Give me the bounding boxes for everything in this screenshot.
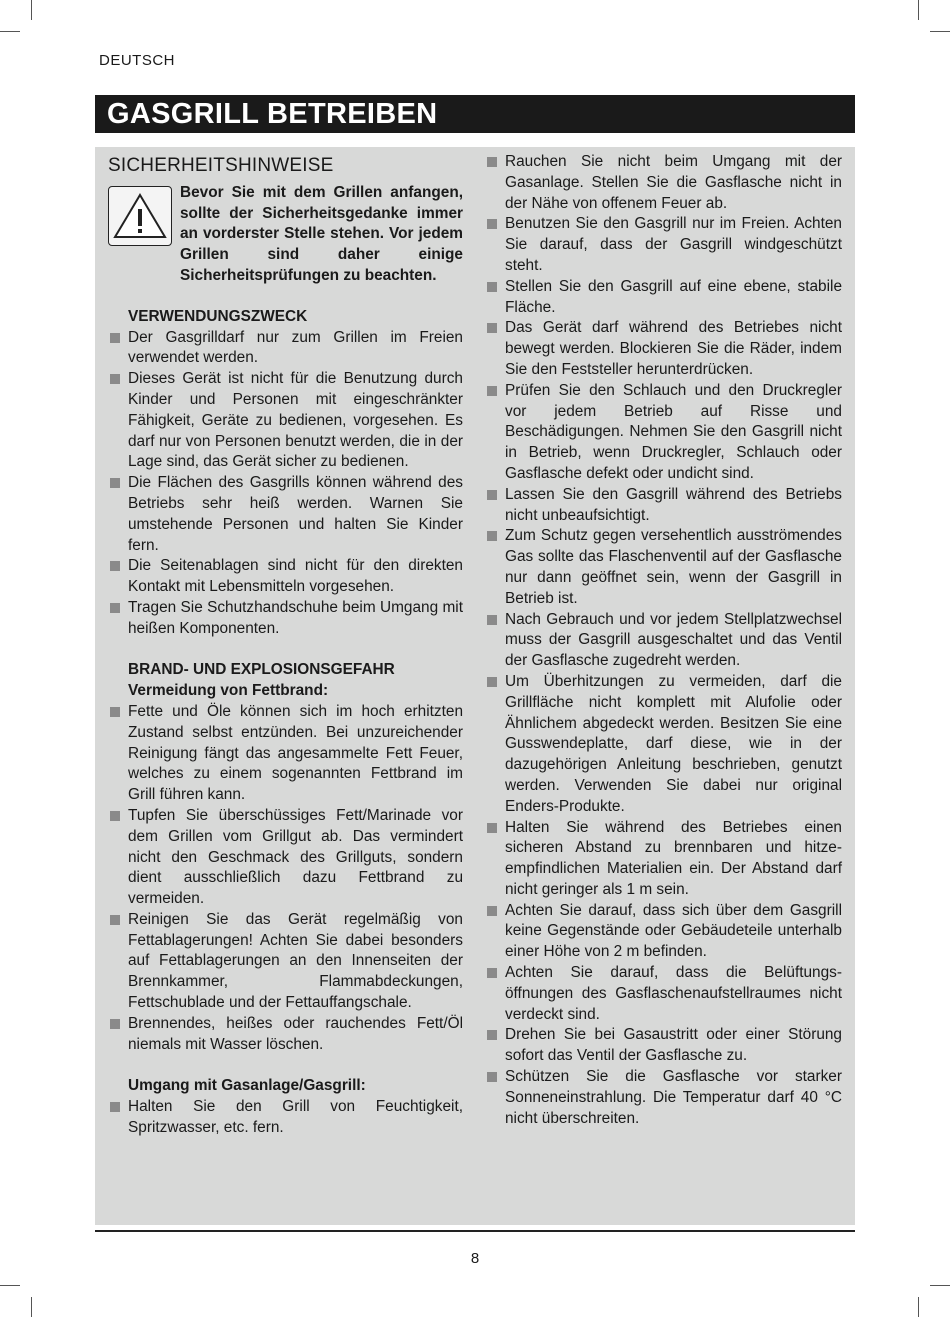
- list-item: Tragen Sie Schutzhandschuhe beim Umgang mit heißen Komponenten.: [108, 598, 463, 640]
- list-item: Die Flächen des Gasgrills können während des Betriebs sehr heiß werden. Warnen Sie umstehende Personen und halten Sie Kinder fern.: [108, 473, 463, 556]
- list-item: Brennendes, heißes oder rauchendes Fett/Öl niemals mit Wasser löschen.: [108, 1014, 463, 1056]
- warning-box: [108, 183, 463, 287]
- list-item: Zum Schutz gegen versehentlich ausströmendes Gas sollte das Flaschenventil auf der Gasflasche nur dann geöffnet sein, wenn der Gasgrill in Betrieb ist.: [485, 526, 842, 609]
- list-item: Nach Gebrauch und vor jedem Stellplatzwechsel muss der Gasgrill ausgeschaltet und das Ventil der Gasflasche zugedreht werden.: [485, 610, 842, 672]
- brand-list: [108, 702, 463, 1056]
- crop-mark: [31, 1297, 32, 1317]
- list-item: Benutzen Sie den Gasgrill nur im Freien. Achten Sie darauf, dass der Gasgrill windgeschützt steht.: [485, 214, 842, 276]
- list-item: Halten Sie während des Betriebes einen sicheren Abstand zu brennbaren und hitze-empfindlichen Materialien ein. Der Abstand darf nicht geringer als 1 m sein.: [485, 818, 842, 901]
- heading-verwendungszweck: VERWENDUNGSZWECK: [128, 307, 308, 325]
- list-item: Die Seitenablagen sind nicht für den direkten Kontakt mit Lebensmitteln vorgesehen.: [108, 556, 463, 598]
- list-item: Reinigen Sie das Gerät regelmäßig von Fettablagerungen! Achten Sie dabei besonders auf Fettablagerungen an den Innenseiten der Brennkammer, Flammabdeckungen, Fettschublade und der Fettauffangschale.: [108, 910, 463, 1014]
- list-item: Halten Sie den Grill von Feuchtigkeit, Spritzwasser, etc. fern.: [108, 1097, 463, 1139]
- crop-mark: [31, 0, 32, 20]
- page-title: GASGRILL BETREIBEN: [107, 98, 438, 130]
- subheading-fettbrand: Vermeidung von Fettbrand:: [128, 682, 329, 700]
- list-item: Schützen Sie die Gasflasche vor starker Sonneneinstrahlung. Die Temperatur darf 40 °C nicht überschreiten.: [485, 1067, 842, 1129]
- right-column: [485, 152, 842, 1129]
- crop-mark: [0, 31, 20, 32]
- list-item: Stellen Sie den Gasgrill auf eine ebene, stabile Fläche.: [485, 277, 842, 319]
- title-bar: [95, 95, 855, 133]
- list-item: Prüfen Sie den Schlauch und den Druckregler vor jedem Betrieb auf Risse und Beschädigungen. Nehmen Sie den Gasgrill nicht in Betrieb, wenn Druckregler, Schlauch oder Gasflasche defekt oder undicht sind.: [485, 381, 842, 485]
- footer-rule: [95, 1230, 855, 1232]
- list-item: Um Überhitzungen zu vermeiden, darf die Grillfläche nicht komplett mit Alufolie oder Ähnlichem abgedeckt werden. Besitzen Sie eine Gusswendeplatte, darf diese, wie in der dazugehörigen Anleitung beschrieben, genutzt werden. Verwenden Sie dabei nur original Enders-Produkte.: [485, 672, 842, 818]
- section-title: SICHERHEITSHINWEISE: [108, 155, 334, 176]
- heading-brandgefahr: BRAND- UND EXPLOSIONSGEFAHR: [128, 661, 395, 679]
- left-column: [108, 147, 463, 1139]
- safety-panel: [95, 147, 855, 1225]
- list-item: Dieses Gerät ist nicht für die Benutzung durch Kinder und Personen mit eingeschränkter Fähigkeit, Geräte zu bedienen, vorgesehen. Es darf nur von Personen benutzt werden, die in der Lage sind, das Gerät sicher zu bedienen.: [108, 369, 463, 473]
- verwendung-list: [108, 328, 463, 640]
- list-item: Fette und Öle können sich im hoch erhitzten Zustand selbst entzünden. Bei unzureichender Reinigung fängt das angesammelte Fett Feuer, welches zu einem sogenannten Fettbrand im Grill führen kann.: [108, 702, 463, 806]
- list-item: Achten Sie darauf, dass sich über dem Gasgrill keine Gegenstände oder Gebäudeteile unterhalb einer Höhe von 2 m befinden.: [485, 901, 842, 963]
- list-item: Lassen Sie den Gasgrill während des Betriebs nicht unbeaufsichtigt.: [485, 485, 842, 527]
- crop-mark: [918, 0, 919, 20]
- list-item: Der Gasgrilldarf nur zum Grillen im Freien verwendet werden.: [108, 328, 463, 370]
- heading-umgang: Umgang mit Gasanlage/Gasgrill:: [128, 1077, 366, 1095]
- list-item: Drehen Sie bei Gasaustritt oder einer Störung sofort das Ventil der Gasflasche zu.: [485, 1025, 842, 1067]
- crop-mark: [918, 1297, 919, 1317]
- crop-mark: [0, 1285, 20, 1286]
- list-item: Das Gerät darf während des Betriebes nicht bewegt werden. Blockieren Sie die Räder, indem Sie den Feststeller herunterdrücken.: [485, 318, 842, 380]
- list-item: Rauchen Sie nicht beim Umgang mit der Gasanlage. Stellen Sie die Gasflasche nicht in der Nähe von offenem Feuer ab.: [485, 152, 842, 214]
- crop-mark: [930, 31, 950, 32]
- warning-triangle-icon: [108, 186, 172, 246]
- language-label: DEUTSCH: [99, 52, 176, 69]
- list-item: Tupfen Sie überschüssiges Fett/Marinade vor dem Grillen vom Grillgut ab. Das vermindert nicht den Geschmack des Grillguts, sondern dient ausschließlich dazu Fettbrand zu vermeiden.: [108, 806, 463, 910]
- umgang-list: [108, 1097, 463, 1139]
- list-item: Achten Sie darauf, dass die Belüftungs-öffnungen des Gasflaschenaufstellraumes nicht verdeckt sind.: [485, 963, 842, 1025]
- warning-text: Bevor Sie mit dem Grillen anfangen, sollte der Sicherheitsgedanke immer an vorderster Stelle stehen. Vor jedem Grillen sind daher einige Sicherheitsprüfungen zu beachten.: [180, 183, 463, 284]
- page-number: 8: [470, 1249, 480, 1267]
- gas-safety-list: [485, 152, 842, 1129]
- crop-mark: [930, 1285, 950, 1286]
